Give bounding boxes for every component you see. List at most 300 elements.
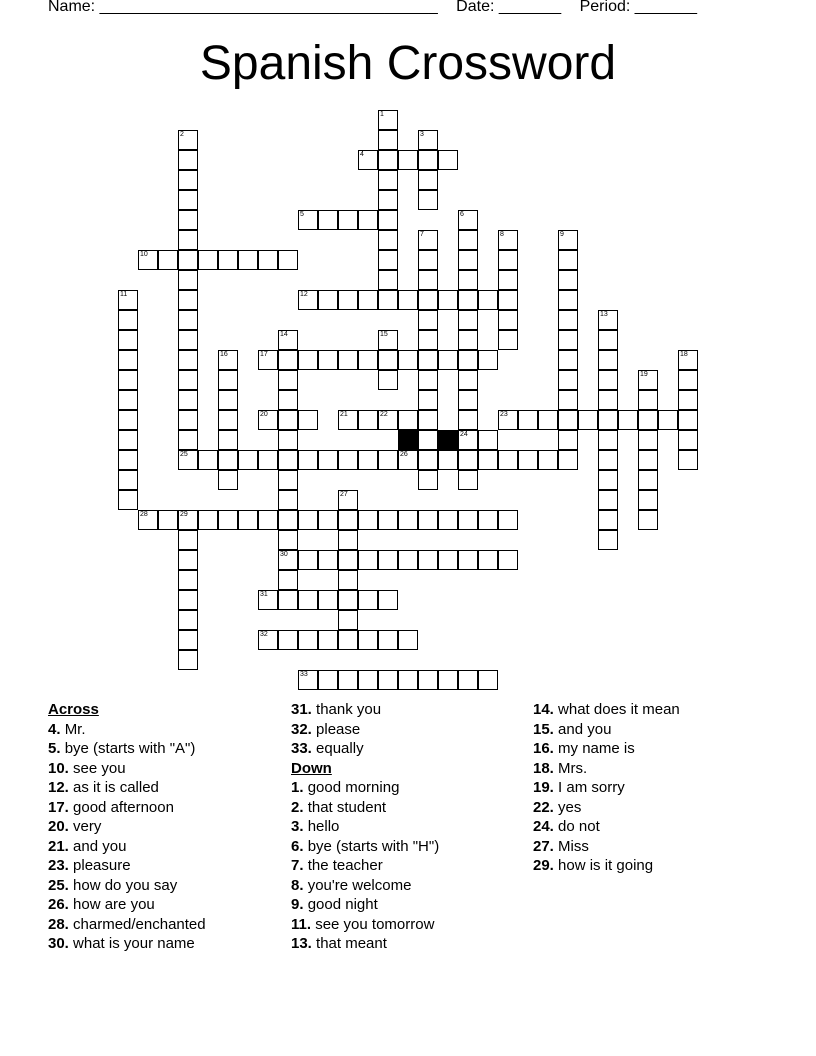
grid-cell[interactable] [418,150,438,170]
clue-item-text: what is your name [73,935,195,952]
grid-cell[interactable] [638,510,658,530]
grid-cell[interactable] [178,590,198,610]
grid-cell[interactable] [418,330,438,350]
grid-cell[interactable] [178,230,198,250]
grid-cell[interactable] [418,290,438,310]
grid-cell[interactable] [378,510,398,530]
grid-cell[interactable] [378,630,398,650]
clue-item-text: very [73,818,102,835]
grid-cell[interactable] [538,450,558,470]
grid-cell[interactable] [238,250,258,270]
grid-cell[interactable] [178,450,198,470]
grid-cell[interactable] [378,290,398,310]
grid-cell[interactable] [558,330,578,350]
grid-cell[interactable] [338,450,358,470]
grid-cell[interactable] [198,450,218,470]
grid-cell[interactable] [498,450,518,470]
grid-cell[interactable] [358,210,378,230]
clue-item-text: you're welcome [307,876,412,894]
grid-cell[interactable] [598,390,618,410]
period-field[interactable]: Period: _______ [579,0,698,15]
grid-cell[interactable] [458,370,478,390]
grid-cell[interactable] [238,510,258,530]
grid-cell[interactable] [338,530,358,550]
grid-cell[interactable] [458,310,478,330]
grid-cell[interactable] [498,410,518,430]
grid-cell[interactable] [478,450,498,470]
grid-cell[interactable] [458,330,478,350]
grid-cell[interactable] [458,410,478,430]
grid-cell[interactable] [638,470,658,490]
grid-cell[interactable] [298,450,318,470]
grid-cell[interactable] [118,310,138,330]
grid-cell[interactable] [178,310,198,330]
grid-cell[interactable] [478,350,498,370]
grid-cell[interactable] [418,130,438,150]
grid-cell[interactable] [418,510,438,530]
grid-cell[interactable] [318,350,338,370]
grid-cell[interactable] [458,290,478,310]
grid-cell[interactable] [178,410,198,430]
grid-cell[interactable] [298,410,318,430]
grid-cell[interactable] [558,290,578,310]
grid-cell[interactable] [458,390,478,410]
grid-cell[interactable] [598,490,618,510]
grid-cell[interactable] [218,410,238,430]
grid-cell[interactable] [398,350,418,370]
clue-item [291,720,439,740]
grid-cell[interactable] [458,550,478,570]
grid-cell[interactable] [278,410,298,430]
grid-cell[interactable] [458,230,478,250]
clue-number: 7 [420,231,424,238]
grid-cell[interactable] [418,470,438,490]
grid-cell[interactable] [438,150,458,170]
grid-cell[interactable] [278,570,298,590]
grid-cell[interactable] [678,390,698,410]
clue-section-heading: Across [48,701,99,718]
grid-cell[interactable] [298,290,318,310]
grid-cell[interactable] [418,410,438,430]
grid-cell[interactable] [518,410,538,430]
grid-cell[interactable] [358,510,378,530]
grid-cell[interactable] [118,490,138,510]
grid-cell[interactable] [598,470,618,490]
grid-cell[interactable] [558,270,578,290]
grid-cell[interactable] [458,450,478,470]
grid-cell[interactable] [498,230,518,250]
grid-cell[interactable] [458,670,478,690]
grid-cell[interactable] [178,150,198,170]
grid-cell[interactable] [418,270,438,290]
grid-cell[interactable] [178,530,198,550]
grid-cell[interactable] [378,210,398,230]
grid-cell[interactable] [218,350,238,370]
grid-cell[interactable] [378,250,398,270]
grid-cell[interactable] [318,290,338,310]
grid-cell[interactable] [178,330,198,350]
grid-cell[interactable] [498,510,518,530]
grid-cell[interactable] [638,410,658,430]
grid-cell[interactable] [678,370,698,390]
clue-number: 2 [180,131,184,138]
clue-item [291,817,439,837]
grid-cell[interactable] [278,430,298,450]
grid-cell[interactable] [298,550,318,570]
clue-item-text: and you [558,720,612,738]
grid-cell[interactable] [418,250,438,270]
grid-cell[interactable] [458,210,478,230]
grid-cell[interactable] [178,250,198,270]
grid-cell[interactable] [158,250,178,270]
grid-cell[interactable] [478,670,498,690]
grid-cell[interactable] [118,370,138,390]
grid-cell[interactable] [558,310,578,330]
grid-cell[interactable] [178,130,198,150]
grid-cell[interactable] [598,350,618,370]
grid-cell[interactable] [498,270,518,290]
grid-cell[interactable] [178,170,198,190]
grid-cell[interactable] [598,450,618,470]
grid-cell[interactable] [298,630,318,650]
grid-cell[interactable] [418,390,438,410]
grid-cell[interactable] [558,250,578,270]
grid-cell[interactable] [678,350,698,370]
grid-cell[interactable] [298,670,318,690]
grid-cell[interactable] [378,410,398,430]
grid-cell[interactable] [338,590,358,610]
grid-cell[interactable] [398,450,418,470]
grid-cell[interactable] [678,430,698,450]
grid-cell[interactable] [358,550,378,570]
clue-item [533,837,680,857]
grid-cell[interactable] [418,350,438,370]
grid-cell[interactable] [378,670,398,690]
grid-cell[interactable] [598,310,618,330]
clue-item [533,798,680,818]
grid-cell[interactable] [438,450,458,470]
grid-cell[interactable] [378,370,398,390]
grid-cell[interactable] [418,170,438,190]
clue-item-text: what does it mean [558,701,680,718]
grid-cell[interactable] [418,450,438,470]
grid-cell[interactable] [478,430,498,450]
grid-cell[interactable] [278,530,298,550]
grid-cell[interactable] [178,650,198,670]
grid-cell[interactable] [178,510,198,530]
clue-item-text: how do you say [73,876,178,894]
grid-cell[interactable] [598,370,618,390]
grid-cell[interactable] [298,510,318,530]
grid-cell[interactable] [338,290,358,310]
grid-cell[interactable] [278,250,298,270]
grid-cell[interactable] [398,550,418,570]
grid-cell[interactable] [338,410,358,430]
grid-cell[interactable] [418,190,438,210]
grid-cell[interactable] [398,410,418,430]
grid-cell[interactable] [638,390,658,410]
grid-cell[interactable] [158,510,178,530]
grid-cell[interactable] [358,290,378,310]
grid-cell[interactable] [538,410,558,430]
grid-cell[interactable] [458,350,478,370]
clue-column-3 [533,700,680,876]
grid-cell[interactable] [558,370,578,390]
grid-cell[interactable] [418,430,438,450]
grid-cell[interactable] [598,510,618,530]
grid-cell[interactable] [358,670,378,690]
grid-cell[interactable] [378,590,398,610]
grid-cell[interactable] [318,670,338,690]
grid-cell[interactable] [498,330,518,350]
grid-cell[interactable] [598,330,618,350]
grid-cell[interactable] [218,390,238,410]
grid-cell[interactable] [378,350,398,370]
clue-number: 22 [380,411,388,418]
grid-cell[interactable] [478,510,498,530]
grid-cell[interactable] [138,250,158,270]
grid-cell[interactable] [178,270,198,290]
grid-cell[interactable] [138,510,158,530]
grid-cell[interactable] [318,510,338,530]
grid-cell[interactable] [378,130,398,150]
grid-cell[interactable] [278,510,298,530]
grid-cell[interactable] [678,410,698,430]
grid-cell[interactable] [338,510,358,530]
grid-cell[interactable] [458,430,478,450]
grid-cell[interactable] [458,250,478,270]
grid-cell[interactable] [358,590,378,610]
grid-cell[interactable] [298,590,318,610]
grid-cell[interactable] [118,470,138,490]
grid-cell[interactable] [318,590,338,610]
grid-cell[interactable] [238,450,258,470]
grid-cell[interactable] [338,210,358,230]
clue-item [291,856,439,876]
grid-cell[interactable] [338,630,358,650]
grid-cell[interactable] [618,410,638,430]
clue-item-number: 7. [291,857,304,874]
grid-cell[interactable] [598,530,618,550]
clue-item [533,759,680,779]
grid-cell[interactable] [518,450,538,470]
grid-cell[interactable] [178,570,198,590]
grid-cell[interactable] [118,410,138,430]
grid-cell[interactable] [118,450,138,470]
grid-cell[interactable] [278,630,298,650]
grid-cell[interactable] [558,390,578,410]
grid-cell[interactable] [378,110,398,130]
grid-cell[interactable] [438,670,458,690]
grid-cell[interactable] [258,250,278,270]
clue-number: 11 [120,291,128,298]
grid-cell[interactable] [278,330,298,350]
grid-cell[interactable] [318,210,338,230]
grid-cell[interactable] [298,210,318,230]
grid-cell[interactable] [498,290,518,310]
grid-cell[interactable] [458,510,478,530]
clue-item-text: my name is [558,740,635,757]
clue-item [533,817,680,837]
grid-cell[interactable] [258,410,278,430]
clue-item-number: 20. [48,818,69,835]
grid-cell[interactable] [598,430,618,450]
grid-cell[interactable] [278,490,298,510]
grid-cell[interactable] [658,410,678,430]
clue-item [48,856,206,876]
clue-item [533,700,680,720]
grid-cell[interactable] [178,430,198,450]
grid-cell[interactable] [278,550,298,570]
grid-cell[interactable] [458,470,478,490]
grid-cell[interactable] [398,630,418,650]
grid-cell[interactable] [678,450,698,470]
grid-cell[interactable] [398,670,418,690]
grid-cell[interactable] [418,310,438,330]
grid-cell[interactable] [338,490,358,510]
grid-cell[interactable] [338,550,358,570]
grid-cell[interactable] [378,150,398,170]
grid-cell[interactable] [418,230,438,250]
grid-cell[interactable] [178,190,198,210]
grid-cell[interactable] [638,490,658,510]
grid-cell[interactable] [178,290,198,310]
grid-cell[interactable] [598,410,618,430]
grid-cell[interactable] [358,410,378,430]
clue-number: 27 [340,491,348,498]
clue-item [291,739,439,759]
grid-cell[interactable] [378,270,398,290]
grid-cell[interactable] [418,670,438,690]
grid-cell[interactable] [178,350,198,370]
date-field[interactable]: Date: _______ [456,0,562,15]
grid-cell[interactable] [118,290,138,310]
grid-cell[interactable] [498,550,518,570]
grid-cell[interactable] [198,510,218,530]
grid-cell[interactable] [218,250,238,270]
grid-cell[interactable] [278,350,298,370]
grid-cell[interactable] [278,370,298,390]
grid-cell[interactable] [438,350,458,370]
clue-item-number: 32. [291,720,312,738]
grid-cell[interactable] [358,450,378,470]
grid-cell[interactable] [278,470,298,490]
grid-cell[interactable] [258,350,278,370]
grid-cell[interactable] [278,590,298,610]
grid-cell[interactable] [378,330,398,350]
grid-cell[interactable] [178,610,198,630]
grid-cell[interactable] [118,390,138,410]
grid-cell[interactable] [118,330,138,350]
clue-number: 14 [280,331,288,338]
grid-cell[interactable] [218,370,238,390]
grid-cell[interactable] [118,430,138,450]
grid-cell[interactable] [558,450,578,470]
grid-cell[interactable] [638,430,658,450]
grid-cell[interactable] [178,370,198,390]
grid-cell[interactable] [318,450,338,470]
clue-item-text: how is it going [558,857,654,874]
grid-cell[interactable] [558,410,578,430]
grid-cell[interactable] [338,670,358,690]
grid-cell[interactable] [378,550,398,570]
grid-cell[interactable] [638,450,658,470]
grid-cell[interactable] [378,190,398,210]
grid-cell[interactable] [478,550,498,570]
clue-number: 21 [340,411,348,418]
clue-column-1 [48,700,206,954]
grid-cell[interactable] [358,150,378,170]
grid-cell[interactable] [478,290,498,310]
clue-item-number: 1. [291,779,304,796]
grid-cell[interactable] [258,590,278,610]
clue-item-number: 6. [291,837,304,855]
grid-cell[interactable] [438,550,458,570]
grid-cell[interactable] [338,570,358,590]
grid-cell[interactable] [418,550,438,570]
clue-item [291,700,439,720]
grid-cell[interactable] [558,350,578,370]
clue-item-number: 15. [533,720,554,738]
clue-number: 23 [500,411,508,418]
grid-cell[interactable] [358,630,378,650]
grid-cell[interactable] [378,170,398,190]
grid-cell[interactable] [258,450,278,470]
grid-cell[interactable] [358,350,378,370]
grid-cell[interactable] [278,390,298,410]
grid-cell[interactable] [118,350,138,370]
grid-cell[interactable] [218,470,238,490]
grid-cell[interactable] [338,350,358,370]
clue-number: 25 [180,451,188,458]
grid-cell[interactable] [378,230,398,250]
grid-cell[interactable] [398,510,418,530]
clue-item-text: Mrs. [558,759,588,777]
grid-cell[interactable] [178,210,198,230]
grid-cell[interactable] [178,630,198,650]
grid-cell[interactable] [218,430,238,450]
grid-cell[interactable] [258,510,278,530]
grid-cell[interactable] [318,630,338,650]
grid-cell[interactable] [638,370,658,390]
grid-cell[interactable] [338,610,358,630]
grid-cell[interactable] [498,310,518,330]
grid-cell[interactable] [578,410,598,430]
clue-number: 6 [460,211,464,218]
grid-cell[interactable] [558,230,578,250]
grid-cell[interactable] [278,450,298,470]
grid-cell[interactable] [298,350,318,370]
grid-cell[interactable] [258,630,278,650]
name-field[interactable]: Name: ______________________________________ [48,0,438,15]
grid-cell[interactable] [318,550,338,570]
grid-cell[interactable] [178,550,198,570]
grid-cell[interactable] [458,270,478,290]
grid-cell[interactable] [498,250,518,270]
clue-number: 19 [640,371,648,378]
grid-cell[interactable] [378,450,398,470]
grid-cell[interactable] [218,450,238,470]
grid-cell[interactable] [558,430,578,450]
grid-cell[interactable] [438,290,458,310]
grid-cell[interactable] [178,390,198,410]
grid-cell[interactable] [218,510,238,530]
grid-cell[interactable] [418,370,438,390]
grid-cell[interactable] [398,150,418,170]
grid-cell[interactable] [438,510,458,530]
grid-cell[interactable] [398,290,418,310]
grid-cell[interactable] [198,250,218,270]
